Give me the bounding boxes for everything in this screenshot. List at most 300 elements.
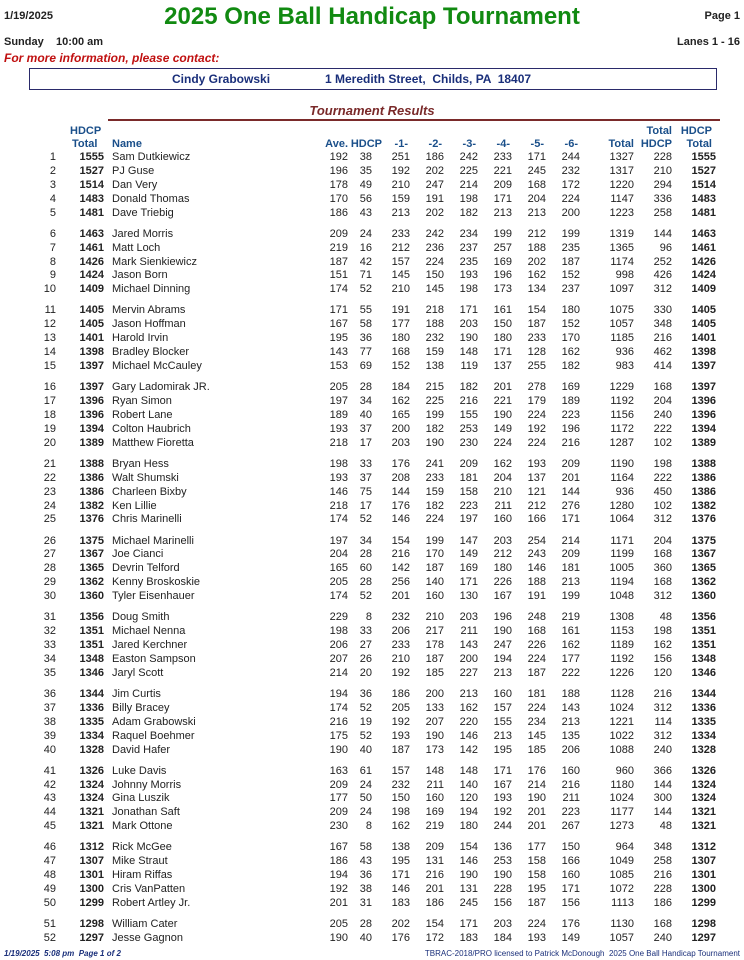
cell-game-1: 183 [391, 896, 410, 909]
cell-game-4: 253 [493, 855, 512, 868]
cell-total: 1005 [609, 562, 634, 575]
cell-total-hdcp: 204 [653, 395, 672, 407]
cell-game-1: 165 [391, 408, 410, 421]
cell-game-2: 201 [425, 883, 444, 895]
cell-average: 194 [329, 869, 348, 882]
cell-game-2: 186 [425, 151, 444, 163]
cell-game-4: 213 [493, 729, 512, 742]
cell-hdcp-total: 1405 [79, 318, 104, 331]
cell-hdcp: 8 [365, 611, 372, 624]
cell-game-2: 232 [425, 332, 444, 345]
cell-total: 1280 [609, 499, 634, 512]
cell-game-4: 184 [493, 931, 512, 944]
cell-total: 1192 [610, 652, 634, 665]
cell-game-4: 156 [493, 896, 512, 909]
cell-game-4: 244 [493, 820, 512, 833]
cell-average: 230 [329, 820, 348, 833]
cell-total-hdcp: 222 [653, 422, 672, 435]
cell-average: 163 [329, 764, 348, 777]
cell-game-5: 187 [527, 666, 546, 679]
cell-hdcp: 52 [359, 590, 372, 603]
cell-game-5: 188 [527, 241, 546, 254]
cell-game-6: 216 [561, 436, 580, 449]
cell-game-1: 157 [391, 255, 410, 268]
cell-game-2: 178 [425, 639, 444, 651]
cell-game-1: 191 [391, 304, 410, 317]
cell-bowler-name: Michael Marinelli [112, 534, 194, 547]
cell-game-4: 155 [493, 715, 512, 728]
cell-hdcp-total: 1299 [79, 896, 104, 909]
cell-game-4: 213 [493, 206, 512, 219]
cell-game-1: 205 [391, 701, 410, 714]
cell-game-1: 213 [391, 206, 410, 219]
cell-game-4: 157 [493, 701, 512, 714]
cell-game-1: 210 [391, 652, 410, 665]
cell-total-hdcp: 204 [653, 534, 672, 547]
cell-game-1: 171 [391, 869, 410, 882]
cell-game-3: 237 [459, 241, 478, 254]
cell-game-1: 168 [391, 346, 410, 359]
cell-game-3: 140 [459, 778, 478, 791]
cell-total: 998 [615, 269, 634, 282]
cell-total: 1190 [610, 457, 634, 470]
cell-total: 1024 [609, 701, 634, 714]
cell-total: 1229 [609, 381, 634, 394]
cell-bowler-name: Mike Straut [112, 855, 168, 868]
cell-bowler-name: Jaryl Scott [112, 666, 164, 679]
cell-game-6: 224 [561, 192, 580, 205]
cell-average: 143 [329, 346, 348, 359]
col-game-1: -1- [394, 138, 408, 150]
cell-rank: 48 [43, 869, 56, 882]
cell-game-6: 216 [561, 778, 580, 791]
cell-hdcp-grand-total: 1409 [691, 283, 716, 296]
cell-game-5: 193 [527, 931, 546, 944]
cell-game-3: 143 [459, 639, 478, 651]
cell-total-hdcp: 168 [653, 548, 672, 561]
cell-hdcp-total: 1382 [79, 499, 104, 512]
cell-bowler-name: Michael Dinning [112, 283, 191, 296]
cell-hdcp: 24 [359, 778, 372, 791]
cell-hdcp: 24 [359, 227, 372, 240]
cell-game-3: 155 [459, 408, 478, 421]
cell-game-2: 173 [425, 743, 444, 756]
cell-total-hdcp: 48 [659, 611, 672, 624]
cell-rank: 9 [49, 269, 56, 282]
cell-game-5: 224 [527, 652, 546, 665]
cell-hdcp-total: 1396 [79, 395, 104, 407]
cell-game-4: 195 [493, 743, 512, 756]
cell-game-5: 245 [527, 164, 546, 177]
cell-hdcp: 75 [359, 485, 372, 498]
cell-hdcp-total: 1405 [79, 304, 104, 317]
cell-rank: 49 [43, 883, 56, 895]
cell-game-6: 177 [561, 652, 580, 665]
cell-game-6: 152 [561, 318, 580, 331]
cell-hdcp: 24 [359, 806, 372, 819]
cell-rank: 17 [43, 395, 56, 407]
col-hdcp-total-bottom: Total [72, 138, 98, 150]
cell-hdcp-total: 1360 [79, 590, 104, 603]
cell-total: 1177 [610, 806, 634, 819]
footer-printed: 1/19/2025 5:08 pm Page 1 of 2 [4, 949, 121, 958]
cell-total-hdcp: 312 [653, 283, 672, 296]
cell-average: 187 [329, 255, 348, 268]
col-final-bottom: Total [686, 138, 712, 150]
cell-total: 1128 [610, 687, 634, 700]
cell-bowler-name: Walt Shumski [112, 471, 179, 484]
results-divider [108, 119, 720, 121]
cell-hdcp: 50 [359, 792, 372, 805]
cell-hdcp: 69 [359, 360, 372, 372]
cell-game-2: 217 [425, 625, 444, 638]
cell-game-6: 199 [561, 590, 580, 603]
cell-game-3: 183 [459, 931, 478, 944]
cell-game-5: 171 [527, 151, 546, 163]
cell-game-6: 171 [561, 513, 580, 526]
cell-bowler-name: William Cater [112, 918, 178, 930]
cell-average: 196 [329, 164, 348, 177]
cell-hdcp-grand-total: 1481 [691, 206, 716, 219]
cell-total-hdcp: 312 [653, 701, 672, 714]
cell-game-6: 209 [561, 457, 580, 470]
cell-hdcp-grand-total: 1297 [691, 931, 716, 944]
cell-rank: 44 [43, 806, 56, 819]
cell-game-5: 166 [527, 513, 546, 526]
cell-hdcp: 42 [359, 255, 372, 268]
cell-rank: 8 [49, 255, 56, 268]
cell-average: 209 [329, 778, 348, 791]
cell-bowler-name: Michael McCauley [112, 360, 202, 372]
cell-total-hdcp: 216 [653, 687, 672, 700]
cell-hdcp-total: 1362 [79, 576, 104, 589]
cell-game-3: 223 [459, 499, 478, 512]
cell-total: 1049 [609, 855, 634, 868]
cell-hdcp-grand-total: 1382 [691, 499, 716, 512]
cell-game-2: 190 [425, 436, 444, 449]
cell-average: 146 [329, 485, 348, 498]
cell-rank: 12 [43, 318, 56, 331]
cell-game-5: 158 [527, 869, 546, 882]
cell-game-5: 212 [527, 227, 546, 240]
cell-average: 204 [329, 548, 348, 561]
cell-game-1: 251 [391, 151, 410, 163]
cell-hdcp-grand-total: 1401 [691, 332, 716, 345]
cell-hdcp-total: 1527 [79, 164, 104, 177]
cell-hdcp: 26 [359, 652, 372, 665]
col-total-hdcp-bottom: HDCP [640, 138, 672, 150]
cell-total: 1171 [610, 534, 634, 547]
cell-hdcp-total: 1348 [79, 652, 104, 665]
cell-hdcp-grand-total: 1483 [691, 192, 716, 205]
cell-hdcp: 35 [359, 164, 372, 177]
cell-hdcp-grand-total: 1367 [691, 548, 716, 561]
cell-hdcp-total: 1514 [79, 178, 104, 191]
cell-game-3: 131 [459, 883, 478, 895]
cell-game-6: 172 [561, 178, 580, 191]
cell-rank: 39 [43, 729, 56, 742]
cell-total: 983 [615, 360, 634, 372]
cell-rank: 46 [43, 841, 56, 854]
cell-game-6: 188 [561, 687, 580, 700]
cell-game-1: 176 [391, 931, 410, 944]
cell-rank: 11 [44, 304, 56, 317]
cell-game-4: 204 [493, 471, 512, 484]
cell-game-3: 209 [459, 457, 478, 470]
cell-hdcp-total: 1386 [79, 485, 104, 498]
cell-hdcp-total: 1326 [79, 764, 104, 777]
cell-game-4: 161 [493, 304, 512, 317]
cell-total-hdcp: 240 [653, 931, 672, 944]
cell-game-1: 206 [391, 625, 410, 638]
cell-total: 1221 [609, 715, 634, 728]
cell-total: 1075 [609, 304, 634, 317]
cell-rank: 4 [49, 192, 56, 205]
cell-game-4: 150 [493, 318, 512, 331]
col-final-top: HDCP [680, 125, 712, 137]
cell-hdcp: 37 [359, 471, 372, 484]
cell-hdcp-grand-total: 1514 [691, 178, 716, 191]
cell-hdcp-grand-total: 1334 [691, 729, 716, 742]
cell-game-5: 224 [527, 701, 546, 714]
cell-game-3: 181 [459, 471, 478, 484]
cell-bowler-name: Jared Morris [112, 227, 174, 240]
cell-hdcp: 28 [359, 548, 372, 561]
cell-game-4: 226 [493, 576, 512, 589]
cell-hdcp-total: 1312 [79, 841, 104, 854]
cell-game-5: 255 [527, 360, 546, 372]
cell-hdcp: 36 [359, 332, 372, 345]
col-total: Total [608, 138, 634, 150]
cell-total: 964 [615, 841, 634, 854]
cell-hdcp: 38 [359, 151, 372, 163]
cell-bowler-name: Sam Dutkiewicz [112, 151, 191, 163]
cell-total: 1189 [610, 639, 634, 651]
cell-hdcp: 55 [359, 304, 372, 317]
cell-game-5: 137 [527, 471, 546, 484]
cell-game-3: 182 [459, 206, 478, 219]
cell-bowler-name: Colton Haubrich [112, 422, 191, 435]
cell-game-6: 219 [561, 611, 580, 624]
cell-game-2: 247 [425, 178, 444, 191]
cell-game-5: 185 [527, 743, 546, 756]
cell-rank: 21 [43, 457, 56, 470]
cell-game-5: 213 [527, 206, 546, 219]
cell-hdcp-grand-total: 1356 [691, 611, 716, 624]
cell-game-6: 213 [561, 715, 580, 728]
cell-game-2: 191 [425, 192, 444, 205]
cell-total: 1308 [609, 611, 634, 624]
cell-game-4: 171 [493, 346, 512, 359]
cell-game-1: 212 [391, 241, 410, 254]
cell-total: 1223 [609, 206, 634, 219]
cell-game-1: 192 [391, 164, 410, 177]
cell-hdcp: 17 [359, 499, 372, 512]
cell-game-3: 154 [459, 841, 478, 854]
cell-hdcp-grand-total: 1376 [691, 513, 716, 526]
cell-hdcp-grand-total: 1398 [691, 346, 716, 359]
cell-game-6: 222 [561, 666, 580, 679]
cell-hdcp-grand-total: 1344 [691, 687, 716, 700]
cell-rank: 1 [49, 151, 56, 163]
cell-hdcp: 17 [359, 436, 372, 449]
cell-average: 174 [329, 701, 348, 714]
cell-game-4: 169 [493, 255, 512, 268]
cell-hdcp: 37 [359, 422, 372, 435]
cell-average: 197 [329, 395, 348, 407]
cell-game-4: 212 [493, 548, 512, 561]
cell-game-5: 195 [527, 883, 546, 895]
cell-hdcp: 31 [359, 896, 372, 909]
cell-game-6: 161 [561, 625, 580, 638]
cell-total-hdcp: 186 [653, 896, 672, 909]
cell-game-2: 242 [425, 227, 444, 240]
col-game-6: -6- [564, 138, 578, 150]
cell-total-hdcp: 216 [653, 332, 672, 345]
cell-game-1: 138 [391, 841, 410, 854]
cell-total: 1287 [609, 436, 634, 449]
cell-bowler-name: David Hafer [112, 743, 171, 756]
cell-game-2: 211 [426, 778, 444, 791]
cell-game-4: 137 [493, 360, 512, 372]
cell-rank: 35 [43, 666, 56, 679]
cell-game-3: 119 [460, 360, 478, 372]
cell-rank: 24 [43, 499, 56, 512]
cell-bowler-name: Ryan Simon [112, 395, 172, 407]
cell-game-6: 223 [561, 806, 580, 819]
cell-rank: 52 [43, 931, 56, 944]
cell-rank: 10 [43, 283, 56, 296]
cell-rank: 32 [43, 625, 56, 638]
cell-total-hdcp: 336 [653, 192, 672, 205]
cell-game-5: 226 [527, 639, 546, 651]
cell-game-5: 121 [527, 485, 546, 498]
cell-hdcp: 60 [359, 562, 372, 575]
cell-rank: 13 [43, 332, 56, 345]
cell-game-3: 227 [459, 666, 478, 679]
cell-game-5: 212 [527, 499, 546, 512]
cell-hdcp-grand-total: 1336 [691, 701, 716, 714]
cell-total-hdcp: 414 [653, 360, 672, 372]
cell-game-2: 200 [425, 687, 444, 700]
cell-hdcp-total: 1344 [79, 687, 104, 700]
cell-game-2: 215 [425, 381, 444, 394]
cell-hdcp-total: 1397 [79, 360, 104, 372]
cell-rank: 25 [43, 513, 56, 526]
cell-game-5: 176 [527, 764, 546, 777]
cell-game-3: 198 [459, 283, 478, 296]
cell-total: 936 [615, 346, 634, 359]
cell-hdcp-total: 1409 [79, 283, 104, 296]
cell-total-hdcp: 300 [653, 792, 672, 805]
cell-game-2: 190 [425, 729, 444, 742]
cell-bowler-name: Doug Smith [112, 611, 170, 624]
cell-total: 1327 [609, 151, 634, 163]
cell-bowler-name: Matt Loch [112, 241, 161, 254]
cell-game-4: 193 [493, 792, 512, 805]
cell-game-4: 203 [493, 534, 512, 547]
cell-hdcp-grand-total: 1396 [691, 408, 716, 421]
cell-rank: 2 [49, 164, 56, 177]
cell-total: 1319 [609, 227, 634, 240]
cell-hdcp-grand-total: 1351 [691, 639, 716, 651]
cell-game-1: 142 [391, 562, 410, 575]
cell-bowler-name: Jim Curtis [112, 687, 161, 700]
cell-game-3: 120 [459, 792, 478, 805]
cell-game-2: 218 [425, 304, 444, 317]
cell-game-3: 169 [459, 562, 478, 575]
cell-game-2: 216 [425, 869, 444, 882]
cell-game-4: 228 [493, 883, 512, 895]
cell-game-3: 242 [459, 151, 478, 163]
cell-total-hdcp: 312 [653, 590, 672, 603]
cell-total: 1192 [610, 395, 634, 407]
cell-game-1: 157 [391, 764, 410, 777]
cell-total: 1185 [610, 332, 634, 345]
cell-total-hdcp: 156 [653, 652, 672, 665]
cell-average: 186 [329, 855, 348, 868]
cell-game-3: 230 [459, 436, 478, 449]
cell-game-2: 170 [425, 548, 444, 561]
cell-game-6: 176 [561, 918, 580, 930]
cell-game-5: 181 [527, 687, 546, 700]
cell-game-5: 192 [527, 422, 546, 435]
cell-hdcp-grand-total: 1301 [691, 869, 716, 882]
cell-game-2: 182 [425, 499, 444, 512]
cell-hdcp-grand-total: 1360 [691, 590, 716, 603]
cell-hdcp: 28 [359, 576, 372, 589]
cell-game-3: 198 [459, 192, 478, 205]
cell-game-3: 194 [459, 806, 478, 819]
cell-total-hdcp: 48 [659, 820, 672, 833]
cell-game-6: 160 [561, 869, 580, 882]
cell-game-6: 196 [561, 422, 580, 435]
cell-average: 216 [329, 715, 348, 728]
cell-game-6: 244 [561, 151, 580, 163]
cell-total-hdcp: 144 [653, 806, 672, 819]
cell-total: 1130 [610, 918, 634, 930]
cell-average: 209 [329, 227, 348, 240]
cell-game-1: 176 [391, 499, 410, 512]
cell-hdcp-grand-total: 1346 [691, 666, 716, 679]
cell-rank: 47 [43, 855, 56, 868]
cell-game-3: 216 [459, 395, 478, 407]
cell-game-2: 150 [425, 269, 444, 282]
col-game-2: -2- [428, 138, 442, 150]
cell-rank: 43 [43, 792, 56, 805]
cell-bowler-name: Easton Sampson [112, 652, 196, 665]
cell-rank: 34 [43, 652, 56, 665]
cell-game-3: 225 [459, 164, 478, 177]
cell-hdcp-grand-total: 1394 [691, 422, 716, 435]
cell-total: 1085 [609, 869, 634, 882]
footer-license: TBRAC-2018/PRO licensed to Patrick McDonough 2025 One Ball Handicap Tournament [424, 949, 740, 958]
cell-hdcp-total: 1298 [79, 918, 104, 930]
cell-game-3: 245 [459, 896, 478, 909]
cell-game-1: 232 [391, 778, 410, 791]
cell-game-1: 162 [391, 395, 410, 407]
cell-bowler-name: Harold Irvin [112, 332, 169, 345]
cell-hdcp: 43 [359, 855, 372, 868]
cell-bowler-name: Kenny Broskoskie [112, 576, 201, 589]
cell-bowler-name: Raquel Boehmer [112, 729, 195, 742]
cell-game-2: 225 [425, 395, 444, 407]
cell-hdcp: 58 [359, 841, 372, 854]
cell-game-5: 188 [527, 576, 546, 589]
cell-game-6: 166 [561, 855, 580, 868]
contact-name: Cindy Grabowski [172, 72, 271, 86]
cell-game-2: 207 [425, 715, 444, 728]
